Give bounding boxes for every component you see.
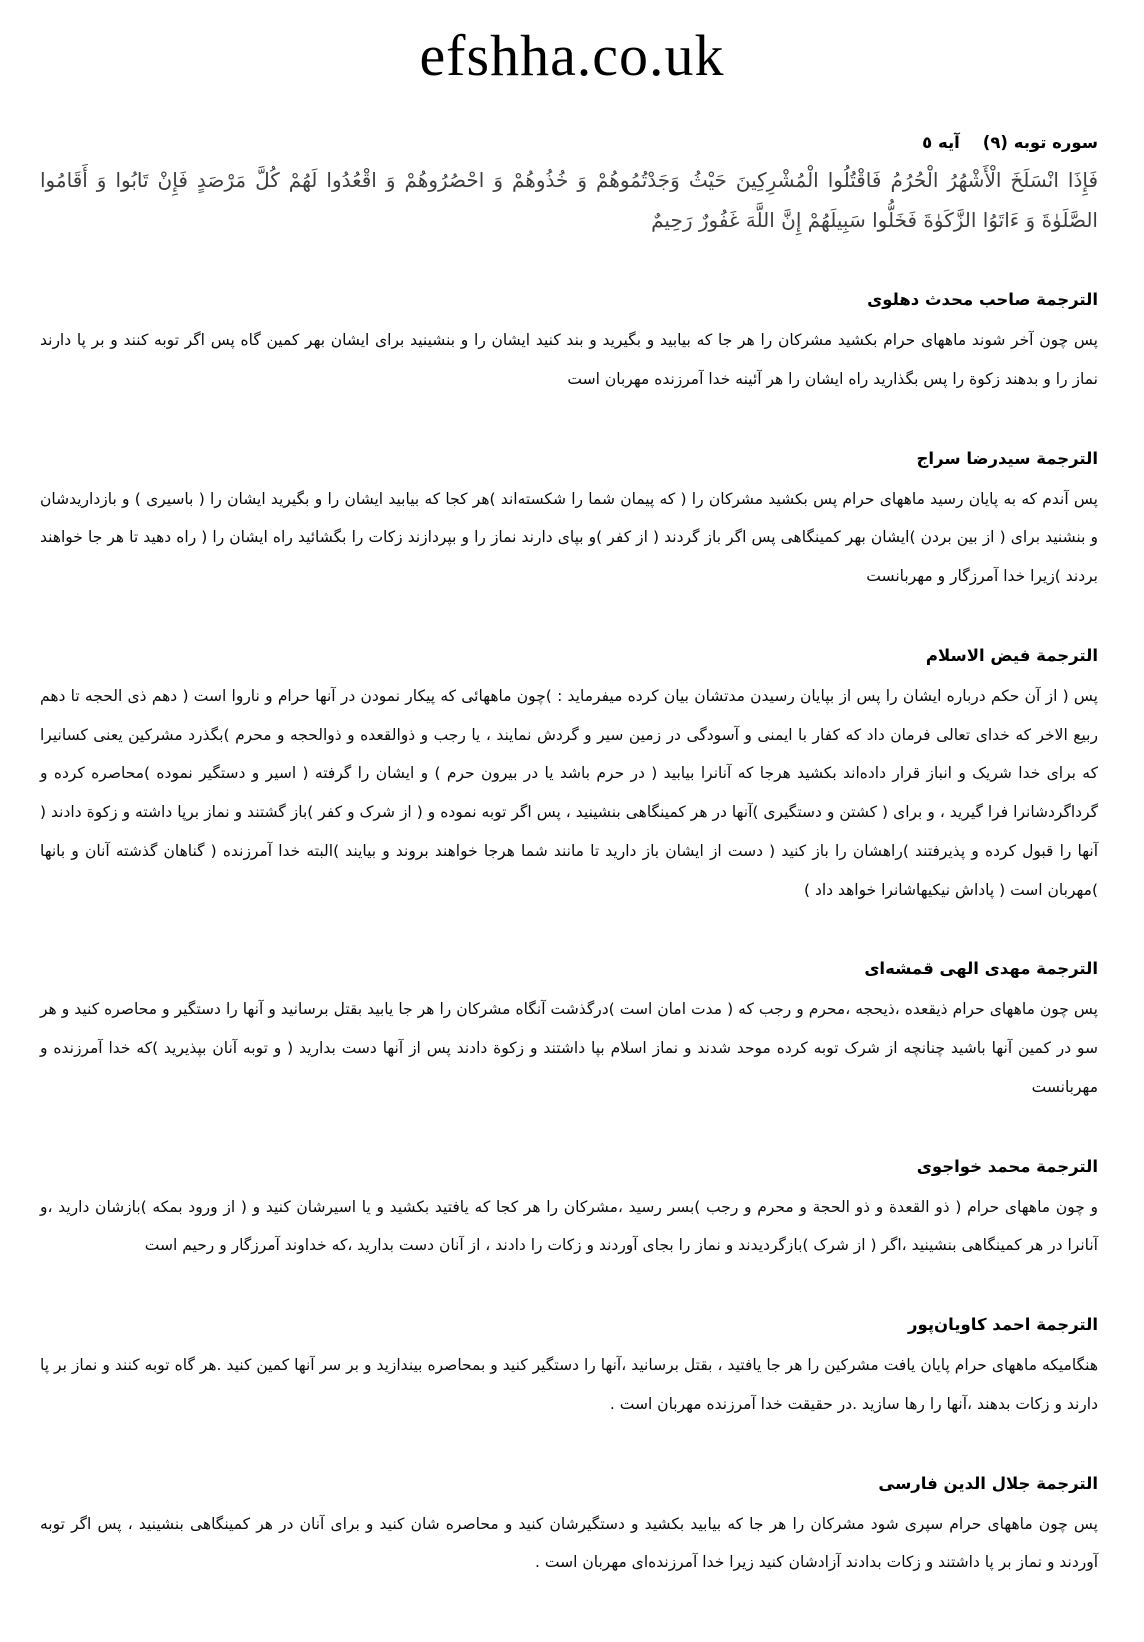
translation-heading: الترجمة مهدی الهی قمشه‌ای bbox=[864, 959, 1098, 979]
translation-heading: الترجمة فیض الاسلام bbox=[925, 645, 1098, 665]
translation-body: پس چون ماههای حرام سپری شود مشرکان را هر جا که بیابید بکشید و دستگیرشان کنید و محاصره شان کنید و برای آنان در هر کمینگاهی بنشینید ، پس اگر توبه آوردند و نماز بر پا داشتند و زکات بدادند آزادشان کنید زیرا خدا آمرزنده‌ای مهربان است . bbox=[40, 1514, 1098, 1572]
translation-body: پس چون آخر شوند ماههای حرام بکشید مشرکان را هر جا که بیابید و بگیرید و بند کنید ایشان را و بنشینید برای ایشان بهر کمین گاه پس اگر توبه کنند و بر پا دارند نماز را و بدهند زکوة را پس بگذارید راه ایشان را هر آئینه خدا آمرزنده مهربان است bbox=[40, 331, 1098, 388]
translation-heading: الترجمة صاحب محدث دهلوی bbox=[867, 290, 1098, 309]
translation-heading: الترجمة سیدرضا سراج bbox=[916, 448, 1098, 468]
translation-section bbox=[40, 1157, 1098, 1266]
translation-heading: الترجمة محمد خواجوی bbox=[916, 1156, 1098, 1176]
translations bbox=[40, 290, 1098, 1582]
translation-body: هنگامیکه ماههای حرام پایان یافت مشرکین را هر جا یافتید ، بقتل برسانید ،آنها را دستگیر کنید و بمحاصره بیندازید و بر سر آنها کمین کنید .هر گاه توبه کنند و نماز بر پا دارند و زکات بدهند ،آنها را رها سازید .در حقیقت خدا آمرزنده مهربان است . bbox=[40, 1356, 1098, 1413]
translation-section bbox=[40, 959, 1098, 1106]
translation-body: و چون ماههای حرام ( ذو القعدة و ذو الحجة و محرم و رجب )بسر رسید ،مشرکان را هر کجا که یافتید بکشید و یا اسیرشان کنید و ( از ورود بمکه )بازشان دارید ،و آنانرا در هر کمینگاهی بنشینید ،اگر ( از شرک )بازگردیدند و نماز را بجای آوردند و زکات را دادند ، از آنان دست بدارید ،که خداوند آمرزگار و رحیم است bbox=[40, 1197, 1098, 1255]
translation-section bbox=[40, 290, 1098, 399]
translation-section bbox=[40, 1474, 1098, 1583]
arabic-verse-text: فَإِذَا انْسَلَخَ الْأَشْهُرُ الْحُرُمُ فَاقْتُلُوا الْمُشْرِكِينَ حَيْثُ وَجَدْتُمُوهُمْ وَ خُذُوهُمْ وَ احْصُرُوهُمْ وَ اقْعُدُوا لَهُمْ كُلَّ مَرْصَدٍ فَإِنْ تَابُوا وَ أَقَامُوا الصَّلَوٰةَ وَ ءَاتَوُا الزَّكَوٰةَ فَخَلُّوا سَبِيلَهُمْ إِنَّ اللَّهَ غَفُورٌ رَحِيمٌ bbox=[40, 168, 1098, 232]
translation-section bbox=[40, 646, 1098, 910]
translation-section bbox=[40, 1315, 1098, 1424]
content-area bbox=[0, 133, 1144, 1642]
translation-heading: الترجمة جلال الدین فارسی bbox=[878, 1473, 1098, 1493]
translation-heading: الترجمة احمد کاویان‌پور bbox=[908, 1315, 1098, 1334]
surah-verse-heading: سوره توبه (٩) آیه ٥ bbox=[922, 133, 1098, 152]
translation-body: پس چون ماههای حرام ذیقعده ،ذیحجه ،محرم و رجب که ( مدت امان است )درگذشت آنگاه مشرکان را هر جا یابید بقتل برسانید و آنها را دستگیر و محاصره کنید و هر سو در کمین آنها باشید چنانچه از شرک توبه کرده موحد شدند و نماز اسلام بپا داشتند و زکوة دادند پس از آنها دست بدارید ( و توبه آنان بپذیرید )که خدا آمرزنده و مهربانست bbox=[40, 1000, 1098, 1096]
site-title: efshha.co.uk bbox=[419, 23, 725, 88]
translation-section bbox=[40, 449, 1098, 596]
translation-body: پس آندم که به پایان رسید ماههای حرام پس بکشید مشرکان را ( که پیمان شما را شکسته‌اند )هر کجا که بیابید ایشان را و بگیرید ایشان را ( باسیری ) و بازداریدشان و بنشنید برای ( از بین بردن )ایشان بهر کمینگاهی پس اگر باز گردند ( از کفر )و بپای دارند نماز را و بپردازند زکات را بگشائید راه ایشان را ( راه دهید تا هر جا خواهند بردند )زیرا خدا آمرزگار و مهربانست bbox=[40, 489, 1098, 585]
translation-body: پس ( از آن حکم درباره ایشان را پس از بپایان رسیدن مدتشان بیان کرده میفرماید : )چون ماههائی که پیکار نمودن در آنها حرام و ناروا است ( دهم ذی الحجه تا دهم ربیع الاخر که خدای تعالی فرمان داد که کفار با ایمنی و آسودگی در زمین سیر و گردش نمایند ، یا رجب و ذوالقعده و ذوالحجه و محرم )بگذرد مشرکین یعنی کسانیرا که برای خدا شریک و انباز قرار داده‌اند بکشید هرجا که آنانرا بیابید ( در حرم باشد یا در بیرون حرم ) و ایشان را گرفته ( اسیر و دستگیر نموده )محاصره کرده و گرداگردشانرا فرا گیرید ، و برای ( کشتن و دستگیری )آنها در هر کمینگاهی بنشینید ، پس اگر توبه نموده و ( از شرک و کفر )باز گشتند و نماز برپا داشته و زکوة دادند ( آنها را قبول کرده و پذیرفتند )راهشان را باز کنید ( دست از ایشان باز دارید تا مانند شما هرجا خواهند بروند و بیایند )البته خدا آمرزنده ( گناهان گذشته آنان و بانها )مهربان است ( پاداش نیکیهاشانرا خواهد داد ) bbox=[40, 686, 1098, 899]
